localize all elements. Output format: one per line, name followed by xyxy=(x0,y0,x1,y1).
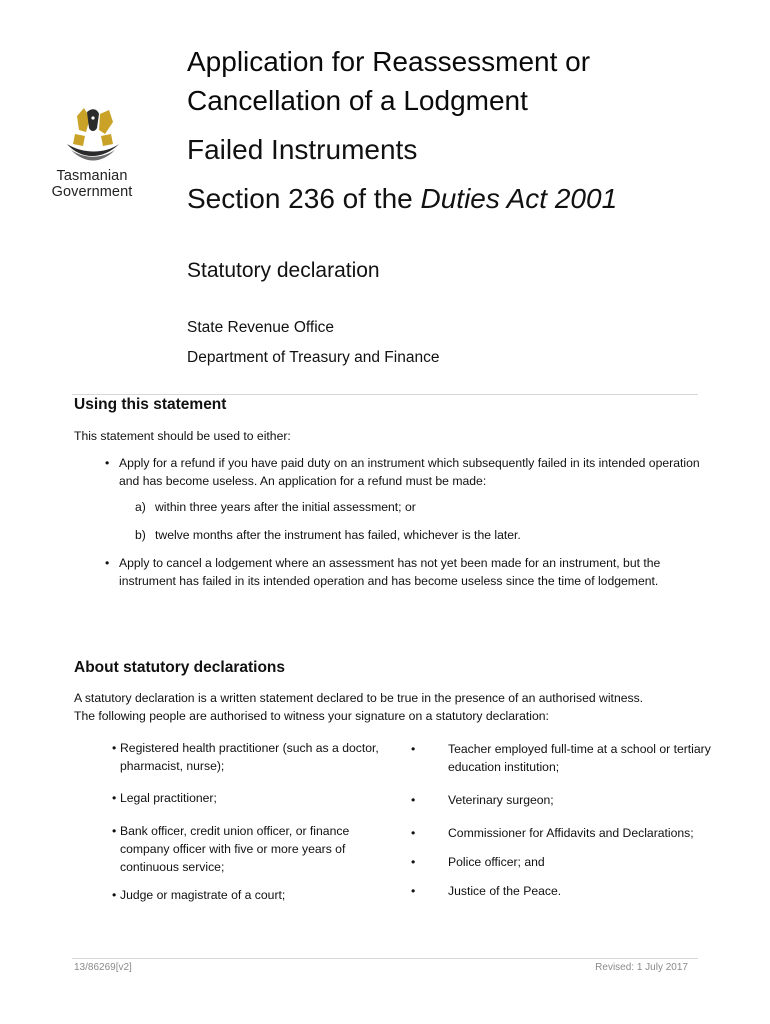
witness-commissioner xyxy=(411,824,751,842)
witness-text: Judge or magistrate of a court; xyxy=(120,888,286,902)
footer-doc-id: 13/86269[v2] xyxy=(74,962,132,973)
using-bullet-refund xyxy=(105,454,705,490)
org-line-2: Department of Treasury and Finance xyxy=(187,349,440,366)
witness-legal-practitioner xyxy=(112,789,382,807)
sub-label-a: a) xyxy=(135,500,146,514)
logo-text-government: Government xyxy=(51,184,133,200)
sub-item-a xyxy=(135,498,695,516)
witness-teacher xyxy=(411,740,751,776)
footer-divider xyxy=(72,958,698,959)
witness-veterinary xyxy=(411,791,751,809)
bullet-dot: • xyxy=(105,556,110,570)
witness-text: Bank officer, credit union officer, or finance company officer with five or more years of continuous service; xyxy=(120,824,350,874)
bullet-dot: • xyxy=(112,741,117,755)
using-section xyxy=(74,395,704,445)
bullet-dot: • xyxy=(411,826,416,840)
witness-text: Legal practitioner; xyxy=(120,791,217,805)
bullet-text: Apply for a refund if you have paid duty on an instrument which subsequently failed in its intended operation and has become useless. An application for a refund must be made: xyxy=(119,456,700,488)
footer-revised: Revised: 1 July 2017 xyxy=(595,962,688,973)
org-line-1: State Revenue Office xyxy=(187,319,335,336)
tasmanian-government-logo xyxy=(42,104,142,200)
witness-police xyxy=(411,853,751,871)
logo-text-tasmanian: Tasmanian xyxy=(56,168,128,184)
witness-text: Registered health practitioner (such as a doctor, pharmacist, nurse); xyxy=(120,741,379,773)
witness-justice xyxy=(411,882,751,900)
about-heading: About statutory declarations xyxy=(74,659,285,676)
witness-judge xyxy=(112,886,382,904)
witness-text: Commissioner for Affidavits and Declarations; xyxy=(448,826,694,840)
about-para-2: The following people are authorised to witness your signature on a statutory declaration: xyxy=(74,709,549,723)
bullet-dot: • xyxy=(112,791,117,805)
witness-text: Veterinary surgeon; xyxy=(448,793,554,807)
bullet-dot: • xyxy=(411,884,416,898)
using-bullet-cancel xyxy=(105,554,700,590)
using-intro: This statement should be used to either: xyxy=(74,429,291,443)
about-section xyxy=(74,658,704,725)
bullet-dot: • xyxy=(411,855,416,869)
about-para-1: A statutory declaration is a written statement declared to be true in the presence of an authorised witness. xyxy=(74,691,644,705)
sub-label-b: b) xyxy=(135,528,146,542)
document-header xyxy=(187,42,747,368)
witness-health-practitioner xyxy=(112,739,382,775)
sub-text-b: twelve months after the instrument has failed, whichever is the later. xyxy=(155,528,521,542)
title-line-1: Application for Reassessment or xyxy=(187,46,591,77)
bullet-dot: • xyxy=(112,888,117,902)
bullet-text: Apply to cancel a lodgement where an assessment has not yet been made for an instrument, but the instrument has failed in its intended operation and has become useless since the time of lodgement. xyxy=(119,556,661,588)
section-prefix: Section 236 of the xyxy=(187,183,421,214)
subtitle: Statutory declaration xyxy=(187,259,380,282)
sub-item-b xyxy=(135,526,695,544)
witness-text: Police officer; and xyxy=(448,855,545,869)
title-failed-instruments: Failed Instruments xyxy=(187,134,418,165)
bullet-dot: • xyxy=(411,742,416,756)
section-act: Duties Act 2001 xyxy=(420,183,618,214)
thylacine-emblem-icon xyxy=(57,104,127,166)
bullet-dot: • xyxy=(105,456,110,470)
bullet-dot: • xyxy=(411,793,416,807)
witness-text: Justice of the Peace. xyxy=(448,884,562,898)
title-section xyxy=(187,179,747,218)
title-line-2: Cancellation of a Lodgment xyxy=(187,85,528,116)
sub-text-a: within three years after the initial assessment; or xyxy=(155,500,416,514)
using-heading: Using this statement xyxy=(74,396,227,413)
witness-bank-officer xyxy=(112,822,382,876)
witness-text: Teacher employed full-time at a school or tertiary education institution; xyxy=(448,742,711,774)
bullet-dot: • xyxy=(112,824,117,838)
